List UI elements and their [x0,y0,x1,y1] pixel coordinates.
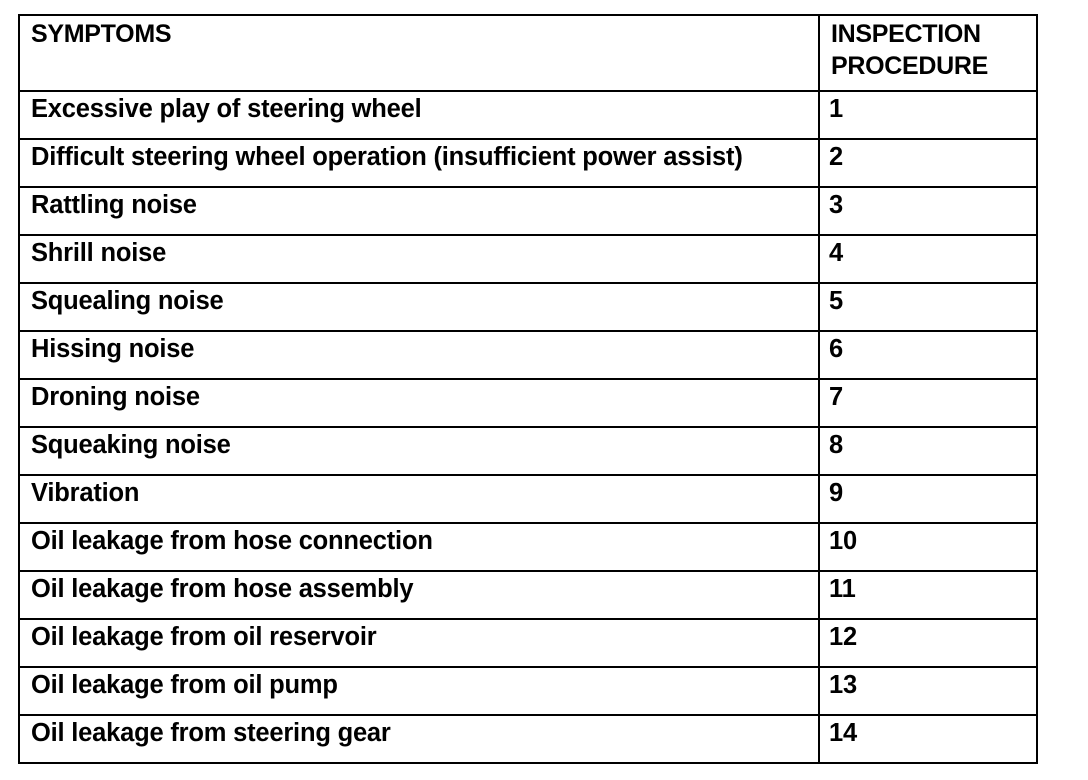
symptom-cell: Oil leakage from hose assembly [19,571,819,619]
symptom-cell: Oil leakage from hose connection [19,523,819,571]
symptom-cell: Shrill noise [19,235,819,283]
header-inspection-procedure: INSPECTION PROCEDURE [819,15,1037,91]
symptom-cell: Droning noise [19,379,819,427]
procedure-cell: 12 [819,619,1037,667]
procedure-cell: 1 [819,91,1037,139]
table-row [19,91,1037,139]
table-row [19,715,1037,763]
symptom-cell: Hissing noise [19,331,819,379]
symptom-cell: Squeaking noise [19,427,819,475]
procedure-cell: 6 [819,331,1037,379]
procedure-cell: 10 [819,523,1037,571]
procedure-cell: 3 [819,187,1037,235]
symptom-cell: Oil leakage from oil pump [19,667,819,715]
table-header-row [19,15,1037,91]
table-row [19,571,1037,619]
symptom-cell: Oil leakage from oil reservoir [19,619,819,667]
symptom-cell: Excessive play of steering wheel [19,91,819,139]
table-row [19,187,1037,235]
symptoms-table [18,14,1038,764]
symptom-cell: Rattling noise [19,187,819,235]
table-row [19,331,1037,379]
procedure-cell: 5 [819,283,1037,331]
table-body [19,91,1037,763]
procedure-cell: 9 [819,475,1037,523]
symptom-cell: Vibration [19,475,819,523]
header-symptoms: SYMPTOMS [19,15,819,91]
procedure-cell: 4 [819,235,1037,283]
table-row [19,523,1037,571]
table-row [19,667,1037,715]
symptom-cell: Oil leakage from steering gear [19,715,819,763]
table-row [19,235,1037,283]
procedure-cell: 7 [819,379,1037,427]
table-row [19,379,1037,427]
table-row [19,139,1037,187]
procedure-cell: 2 [819,139,1037,187]
procedure-cell: 13 [819,667,1037,715]
procedure-cell: 14 [819,715,1037,763]
table-row [19,283,1037,331]
table-row [19,619,1037,667]
table-row [19,427,1037,475]
symptom-cell: Difficult steering wheel operation (insufficient power assist) [19,139,819,187]
symptom-cell: Squealing noise [19,283,819,331]
table-row [19,475,1037,523]
procedure-cell: 8 [819,427,1037,475]
procedure-cell: 11 [819,571,1037,619]
